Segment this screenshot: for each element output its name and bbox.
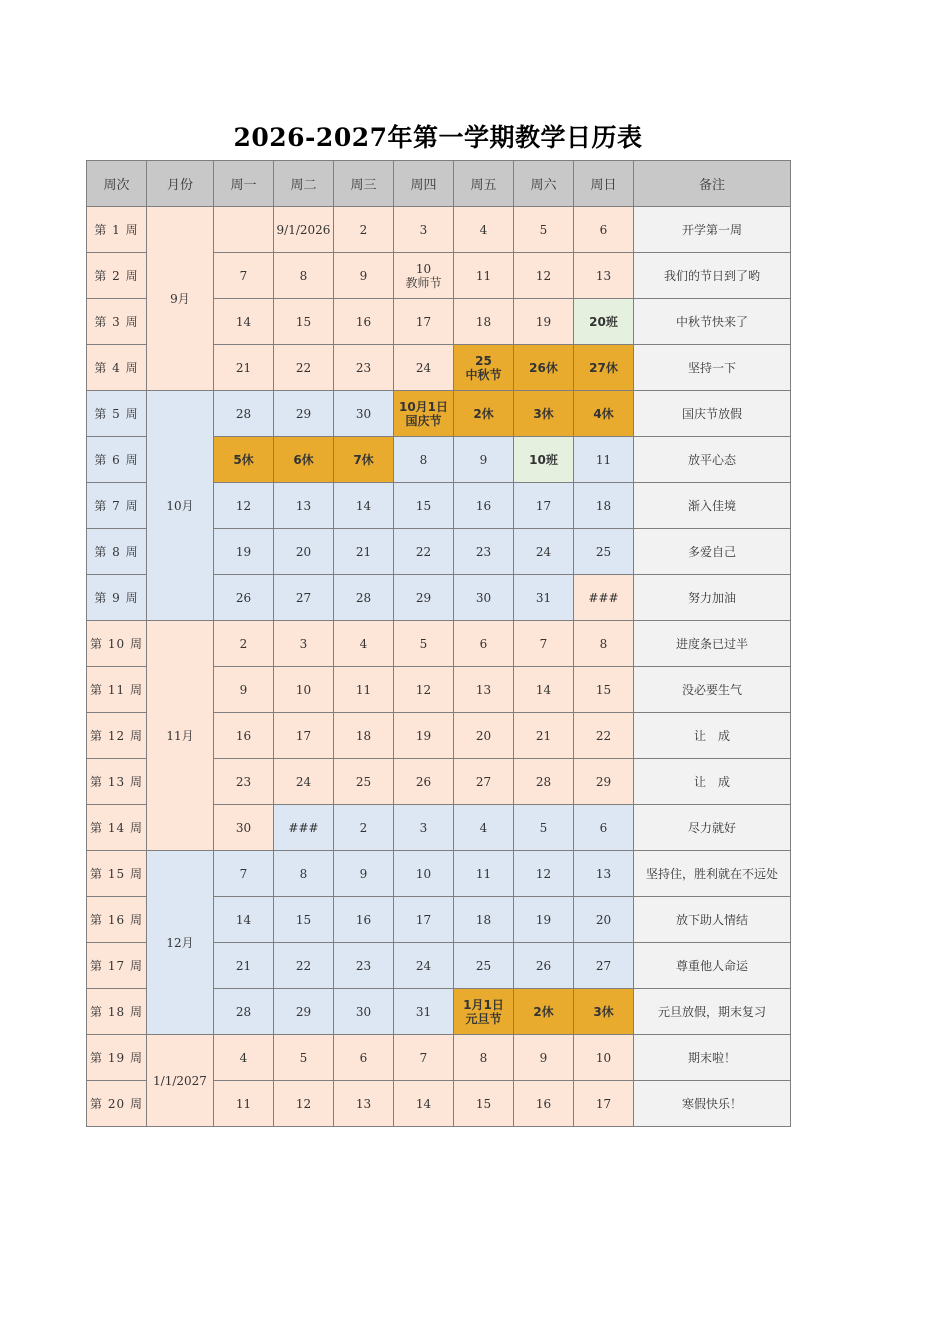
note-cell: 尽力就好: [634, 805, 791, 851]
day-cell: 26: [394, 759, 454, 805]
holiday-cell: 3休: [514, 391, 574, 437]
day-cell-teachers-day: [394, 253, 454, 299]
day-cell: 21: [214, 943, 274, 989]
month-cell: 1/1/2027: [147, 1035, 214, 1127]
day-cell: 9: [334, 851, 394, 897]
week-label: 第 4 周: [87, 345, 147, 391]
header-mon: 周一: [214, 161, 274, 207]
day-cell: 20: [454, 713, 514, 759]
holiday-cell: 2休: [454, 391, 514, 437]
holiday-cell: 2休: [514, 989, 574, 1035]
workday-cell: 20班: [574, 299, 634, 345]
day-cell: 24: [514, 529, 574, 575]
day-cell: 4: [334, 621, 394, 667]
day-cell: 11: [574, 437, 634, 483]
note-cell: 国庆节放假: [634, 391, 791, 437]
day-cell: 29: [394, 575, 454, 621]
day-cell: 19: [514, 299, 574, 345]
week-label: 第 6 周: [87, 437, 147, 483]
day-cell: 2: [214, 621, 274, 667]
note-cell: 坚持住，胜利就在不远处: [634, 851, 791, 897]
day-cell: 25: [334, 759, 394, 805]
header-fri: 周五: [454, 161, 514, 207]
day-cell: 28: [334, 575, 394, 621]
day-cell: 16: [214, 713, 274, 759]
week-label: 第 14 周: [87, 805, 147, 851]
header-month: 月份: [147, 161, 214, 207]
day-cell: 3: [394, 207, 454, 253]
holiday-cell: 3休: [574, 989, 634, 1035]
header-thu: 周四: [394, 161, 454, 207]
day-cell: 23: [214, 759, 274, 805]
workday-cell: 10班: [514, 437, 574, 483]
month-cell: 11月: [147, 621, 214, 851]
day-cell: 25: [574, 529, 634, 575]
day-cell: 7: [214, 253, 274, 299]
day-cell: 29: [274, 989, 334, 1035]
day-cell: 14: [334, 483, 394, 529]
day-cell: 14: [394, 1081, 454, 1127]
header-sat: 周六: [514, 161, 574, 207]
table-row: [87, 207, 791, 253]
day-cell: 23: [334, 943, 394, 989]
day-cell: 13: [334, 1081, 394, 1127]
table-row: [87, 621, 791, 667]
day-cell: 5: [394, 621, 454, 667]
note-cell: 放平心态: [634, 437, 791, 483]
day-cell: 28: [514, 759, 574, 805]
day-cell: 28: [214, 391, 274, 437]
note-cell: 没必要生气: [634, 667, 791, 713]
day-cell: 16: [334, 299, 394, 345]
day-cell: 9: [334, 253, 394, 299]
holiday-cell: 7休: [334, 437, 394, 483]
day-cell: 16: [334, 897, 394, 943]
day-cell: 9: [454, 437, 514, 483]
header-wed: 周三: [334, 161, 394, 207]
day-cell: 8: [274, 851, 334, 897]
day-cell: 21: [334, 529, 394, 575]
note-cell: 坚持一下: [634, 345, 791, 391]
note-cell: 尊重他人命运: [634, 943, 791, 989]
day-cell: 17: [574, 1081, 634, 1127]
day-cell: 9/1/2026: [274, 207, 334, 253]
week-label: 第 9 周: [87, 575, 147, 621]
day-text: 25 中秋节: [465, 353, 502, 382]
week-label: 第 10 周: [87, 621, 147, 667]
day-cell: 14: [214, 897, 274, 943]
note-cell: 中秋节快来了: [634, 299, 791, 345]
day-cell: 15: [454, 1081, 514, 1127]
day-cell: 24: [394, 345, 454, 391]
week-label: 第 15 周: [87, 851, 147, 897]
day-cell: 7: [394, 1035, 454, 1081]
day-cell: 12: [394, 667, 454, 713]
week-label: 第 12 周: [87, 713, 147, 759]
day-cell: 11: [454, 851, 514, 897]
day-cell: 19: [214, 529, 274, 575]
day-cell: 14: [214, 299, 274, 345]
day-cell: 5: [274, 1035, 334, 1081]
day-cell: 12: [274, 1081, 334, 1127]
day-cell: 24: [394, 943, 454, 989]
day-cell: 7: [514, 621, 574, 667]
day-cell: 30: [334, 391, 394, 437]
day-cell: 9: [214, 667, 274, 713]
week-label: 第 3 周: [87, 299, 147, 345]
month-cell: 12月: [147, 851, 214, 1035]
day-cell: 12: [514, 851, 574, 897]
note-cell: 努力加油: [634, 575, 791, 621]
day-cell: 21: [514, 713, 574, 759]
holiday-cell-national-day: [394, 391, 454, 437]
day-cell: 26: [214, 575, 274, 621]
day-cell: 27: [454, 759, 514, 805]
day-cell: 3: [394, 805, 454, 851]
day-cell: 15: [274, 897, 334, 943]
week-label: 第 1 周: [87, 207, 147, 253]
header-note: 备注: [634, 161, 791, 207]
note-cell: 期末啦！: [634, 1035, 791, 1081]
day-cell: 15: [274, 299, 334, 345]
note-cell: 元旦放假，期末复习: [634, 989, 791, 1035]
day-text: 10月1日 国庆节: [398, 399, 449, 428]
note-cell: 多爱自己: [634, 529, 791, 575]
week-label: 第 11 周: [87, 667, 147, 713]
month-cell: 10月: [147, 391, 214, 621]
day-cell: 4: [454, 805, 514, 851]
header-sun: 周日: [574, 161, 634, 207]
day-cell: 20: [274, 529, 334, 575]
day-cell: 31: [514, 575, 574, 621]
day-cell: 26: [514, 943, 574, 989]
table-row: [87, 851, 791, 897]
week-label: 第 20 周: [87, 1081, 147, 1127]
week-label: 第 2 周: [87, 253, 147, 299]
holiday-cell: 5休: [214, 437, 274, 483]
day-cell: 2: [334, 805, 394, 851]
day-cell: 13: [574, 253, 634, 299]
note-cell: 寒假快乐！: [634, 1081, 791, 1127]
week-label: 第 7 周: [87, 483, 147, 529]
day-cell: 4: [454, 207, 514, 253]
day-cell: 6: [574, 207, 634, 253]
day-cell: 30: [214, 805, 274, 851]
week-label: 第 16 周: [87, 897, 147, 943]
holiday-cell-mid-autumn: [454, 345, 514, 391]
day-cell: 9: [514, 1035, 574, 1081]
day-cell: 22: [574, 713, 634, 759]
week-label: 第 8 周: [87, 529, 147, 575]
holiday-cell-new-year: [454, 989, 514, 1035]
day-cell: 17: [274, 713, 334, 759]
day-cell: 13: [454, 667, 514, 713]
week-label: 第 5 周: [87, 391, 147, 437]
holiday-cell: 27休: [574, 345, 634, 391]
day-cell: 22: [394, 529, 454, 575]
day-cell: 20: [574, 897, 634, 943]
note-cell: 进度条已过半: [634, 621, 791, 667]
day-cell: 10: [394, 851, 454, 897]
week-label: 第 13 周: [87, 759, 147, 805]
day-cell: ###: [574, 575, 634, 621]
day-cell: 4: [214, 1035, 274, 1081]
day-cell: 18: [454, 897, 514, 943]
note-cell: 让 成: [634, 759, 791, 805]
header-tue: 周二: [274, 161, 334, 207]
day-cell: 11: [334, 667, 394, 713]
header-week: 周次: [87, 161, 147, 207]
page-title: 2026-2027年第一学期教学日历表: [233, 123, 643, 152]
day-cell: 29: [274, 391, 334, 437]
day-text: 1月1日 元旦节: [463, 997, 504, 1026]
note-cell: 让 成: [634, 713, 791, 759]
day-cell: 13: [574, 851, 634, 897]
day-cell: 19: [394, 713, 454, 759]
day-cell: 24: [274, 759, 334, 805]
calendar-table: [86, 160, 791, 1127]
day-cell: 27: [274, 575, 334, 621]
day-cell: 8: [574, 621, 634, 667]
day-cell: 7: [214, 851, 274, 897]
week-label: 第 18 周: [87, 989, 147, 1035]
day-cell: 21: [214, 345, 274, 391]
day-cell: 17: [514, 483, 574, 529]
day-cell: 23: [334, 345, 394, 391]
day-cell: 29: [574, 759, 634, 805]
holiday-cell: 26休: [514, 345, 574, 391]
day-cell: ###: [274, 805, 334, 851]
day-cell: 18: [574, 483, 634, 529]
day-cell: 8: [394, 437, 454, 483]
day-cell: 27: [574, 943, 634, 989]
day-cell: 18: [334, 713, 394, 759]
day-cell: 17: [394, 299, 454, 345]
day-cell: 16: [514, 1081, 574, 1127]
header-row: [87, 161, 791, 207]
day-cell: 30: [454, 575, 514, 621]
note-cell: 渐入佳境: [634, 483, 791, 529]
day-cell: 14: [514, 667, 574, 713]
day-cell: 6: [454, 621, 514, 667]
day-cell: 19: [514, 897, 574, 943]
day-cell: 15: [394, 483, 454, 529]
day-cell: 22: [274, 943, 334, 989]
day-cell: [214, 207, 274, 253]
week-label: 第 19 周: [87, 1035, 147, 1081]
table-row: [87, 1035, 791, 1081]
day-cell: 10: [274, 667, 334, 713]
day-cell: 31: [394, 989, 454, 1035]
day-cell: 11: [214, 1081, 274, 1127]
week-label: 第 17 周: [87, 943, 147, 989]
day-cell: 8: [454, 1035, 514, 1081]
holiday-cell: 6休: [274, 437, 334, 483]
day-cell: 6: [334, 1035, 394, 1081]
day-cell: 5: [514, 207, 574, 253]
month-cell: 9月: [147, 207, 214, 391]
day-cell: 6: [574, 805, 634, 851]
day-cell: 3: [274, 621, 334, 667]
day-cell: 30: [334, 989, 394, 1035]
note-cell: 我们的节日到了哟: [634, 253, 791, 299]
day-cell: 12: [514, 253, 574, 299]
day-cell: 28: [214, 989, 274, 1035]
day-cell: 13: [274, 483, 334, 529]
note-cell: 放下助人情结: [634, 897, 791, 943]
day-cell: 10: [574, 1035, 634, 1081]
day-cell: 15: [574, 667, 634, 713]
table-row: [87, 391, 791, 437]
day-cell: 25: [454, 943, 514, 989]
day-cell: 2: [334, 207, 394, 253]
day-cell: 11: [454, 253, 514, 299]
day-cell: 18: [454, 299, 514, 345]
day-cell: 5: [514, 805, 574, 851]
holiday-cell: 4休: [574, 391, 634, 437]
day-cell: 22: [274, 345, 334, 391]
day-cell: 23: [454, 529, 514, 575]
day-cell: 8: [274, 253, 334, 299]
day-text: 10 教师节: [405, 261, 442, 290]
day-cell: 16: [454, 483, 514, 529]
day-cell: 17: [394, 897, 454, 943]
note-cell: 开学第一周: [634, 207, 791, 253]
day-cell: 12: [214, 483, 274, 529]
